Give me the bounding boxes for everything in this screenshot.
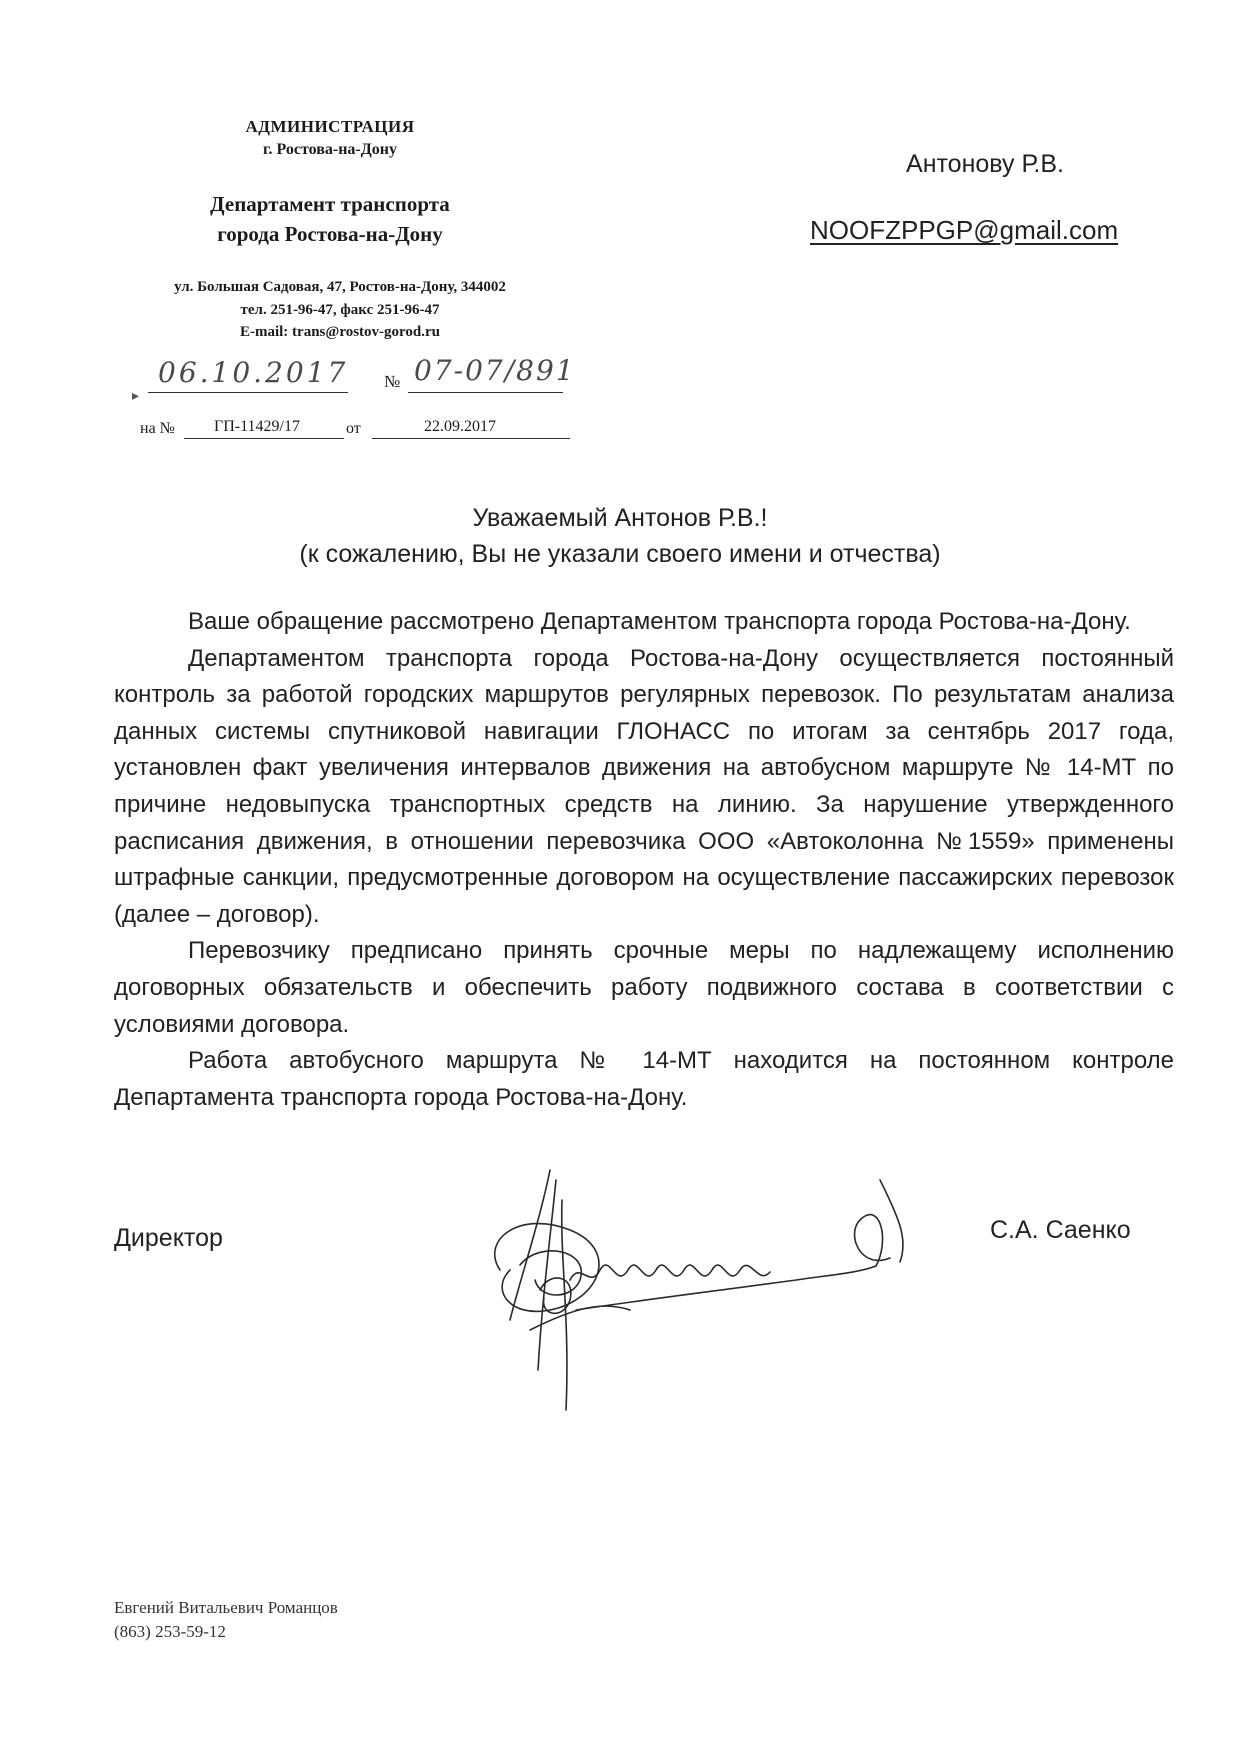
outgoing-number-underline — [408, 392, 563, 393]
outgoing-number: 07-07/891 — [414, 354, 576, 387]
executor-phone: (863) 253-59-12 — [114, 1622, 226, 1641]
letterhead-city: г. Ростова-на-Дону — [263, 141, 397, 158]
addressee-email[interactable]: NOOFZPPGP@gmail.com — [810, 215, 1119, 245]
salutation-note: (к сожалению, Вы не указали своего имени и отчества) — [299, 540, 941, 568]
reference-number: ГП-11429/17 — [214, 418, 300, 435]
addressee-name: Антонову Р.В. — [906, 150, 1064, 178]
body-paragraph-3: Перевозчику предписано принять срочные меры по надлежащему исполнению договорных обязательств и обеспечить работу подвижного состава в соответствии с условиями договора. — [114, 937, 1174, 1038]
outgoing-date: 06.10.2017 — [158, 356, 349, 389]
reference-date-underline — [372, 438, 570, 439]
outgoing-date-underline — [148, 392, 348, 393]
signatory-position: Директор — [114, 1224, 223, 1252]
body-paragraph-1: Ваше обращение рассмотрено Департаментом транспорта города Ростова-на-Дону. — [188, 608, 1131, 635]
letterhead-phones: тел. 251-96-47, факс 251-96-47 — [240, 302, 440, 318]
letterhead-department-line1: Департамент транспорта — [210, 192, 450, 216]
letterhead-department-line2: города Ростова-на-Дону — [217, 222, 443, 246]
reference-date: 22.09.2017 — [424, 418, 496, 435]
body-paragraph-2: Департаментом транспорта города Ростова-на-Дону осуществляется постоянный контроль за работой городских маршрутов регулярных перевозок. По результатам анализа данных системы спутниковой навигации ГЛОНАСС по итогам за сентябрь 2017 года, установлен факт увеличения интервалов движения на автобусном маршруте № 14-МТ по причине недовыпуска транспортных средств на линию. За нарушение утвержденного расписания движения, в отношении перевозчика ООО «Автоколонна №1559» применены штрафные санкции, предусмотренные договором на осуществление пассажирских перевозок (далее – договор). — [114, 644, 1174, 928]
reference-number-underline — [184, 438, 344, 439]
handwritten-signature — [480, 1160, 980, 1420]
letterhead-address: ул. Большая Садовая, 47, Ростов-на-Дону, 344002 — [174, 279, 506, 295]
letter-body — [114, 604, 1174, 1116]
body-paragraph-4: Работа автобусного маршрута № 14-МТ находится на постоянном контроле Департамента транспорта города Ростова-на-Дону. — [114, 1047, 1174, 1111]
outgoing-number-label: № — [384, 372, 401, 391]
letterhead-administration: АДМИНИСТРАЦИЯ — [245, 117, 415, 136]
salutation-line: Уважаемый Антонов Р.В.! — [472, 504, 768, 532]
reference-from-label: от — [346, 420, 361, 437]
reference-label: на № — [140, 420, 175, 437]
signatory-name: С.А. Саенко — [990, 1216, 1131, 1244]
executor-name: Евгений Витальевич Романцов — [114, 1598, 338, 1617]
letterhead-email: E-mail: trans@rostov-gorod.ru — [239, 324, 441, 340]
margin-tick: ▸ — [132, 389, 140, 404]
